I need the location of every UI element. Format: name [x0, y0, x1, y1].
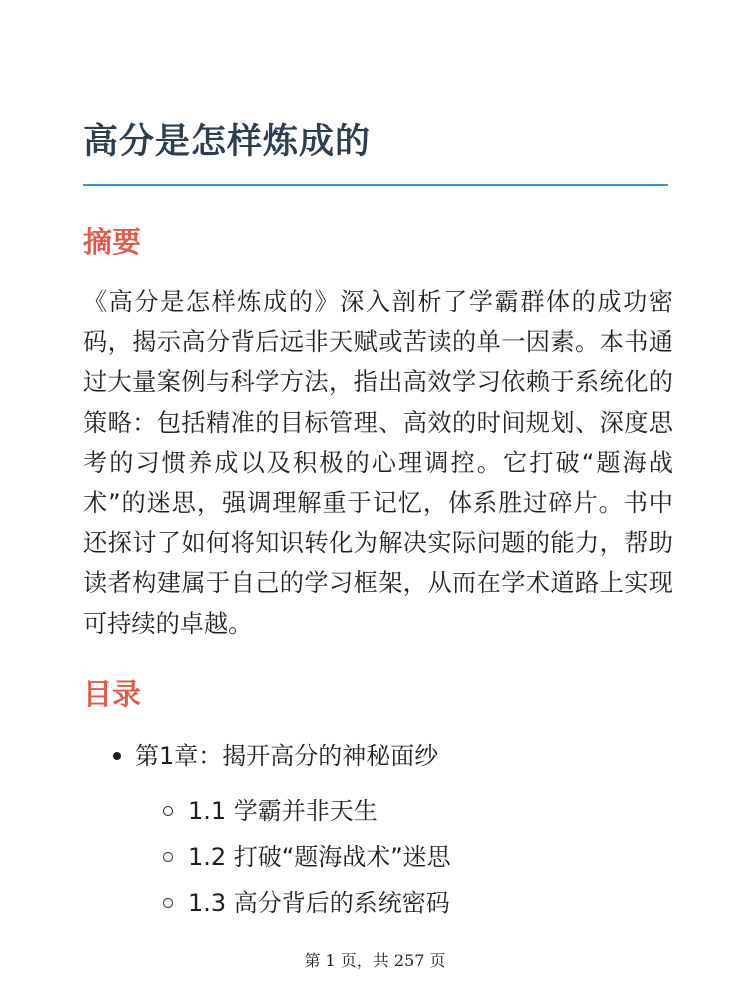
toc-list [83, 732, 668, 926]
circle-bullet-icon [163, 898, 173, 908]
abstract-body: 《高分是怎样炼成的》深入剖析了学霸群体的成功密码，揭示高分背后远非天赋或苦读的单一因素。本书通过大量案例与科学方法，指出高效学习依赖于系统化的策略：包括精准的目标管理、高效的时间规划、深度思考的习惯养成以及积极的心理调控。它打破“题海战术”的迷思，强调理解重于记忆，体系胜过碎片。书中还探讨了如何将知识转化为解决实际问题的能力，帮助读者构建属于自己的学习框架，从而在学术道路上实现可持续的卓越。 [83, 288, 673, 638]
circle-bullet-icon [163, 806, 173, 816]
title-divider [83, 184, 668, 186]
page-number-footer: 第 1 页，共 257 页 [304, 951, 446, 970]
book-title: 高分是怎样炼成的 [83, 122, 372, 162]
toc-section-list [188, 788, 668, 926]
toc-section-label: 1.3 高分背后的系统密码 [188, 889, 450, 917]
circle-bullet-icon [163, 852, 173, 862]
toc-section-1-1[interactable] [188, 788, 668, 834]
toc-chapter-1[interactable] [83, 732, 668, 926]
abstract-heading: 摘要 [83, 225, 142, 259]
toc-section-label: 1.1 学霸并非天生 [188, 797, 378, 825]
toc-chapter-label: 第1章：揭开高分的神秘面纱 [135, 742, 439, 770]
toc-section-1-2[interactable] [188, 834, 668, 880]
toc-heading: 目录 [83, 677, 142, 711]
toc-section-1-3[interactable] [188, 880, 668, 926]
toc-section-label: 1.2 打破“题海战术”迷思 [188, 843, 451, 871]
disc-bullet-icon [113, 752, 121, 760]
